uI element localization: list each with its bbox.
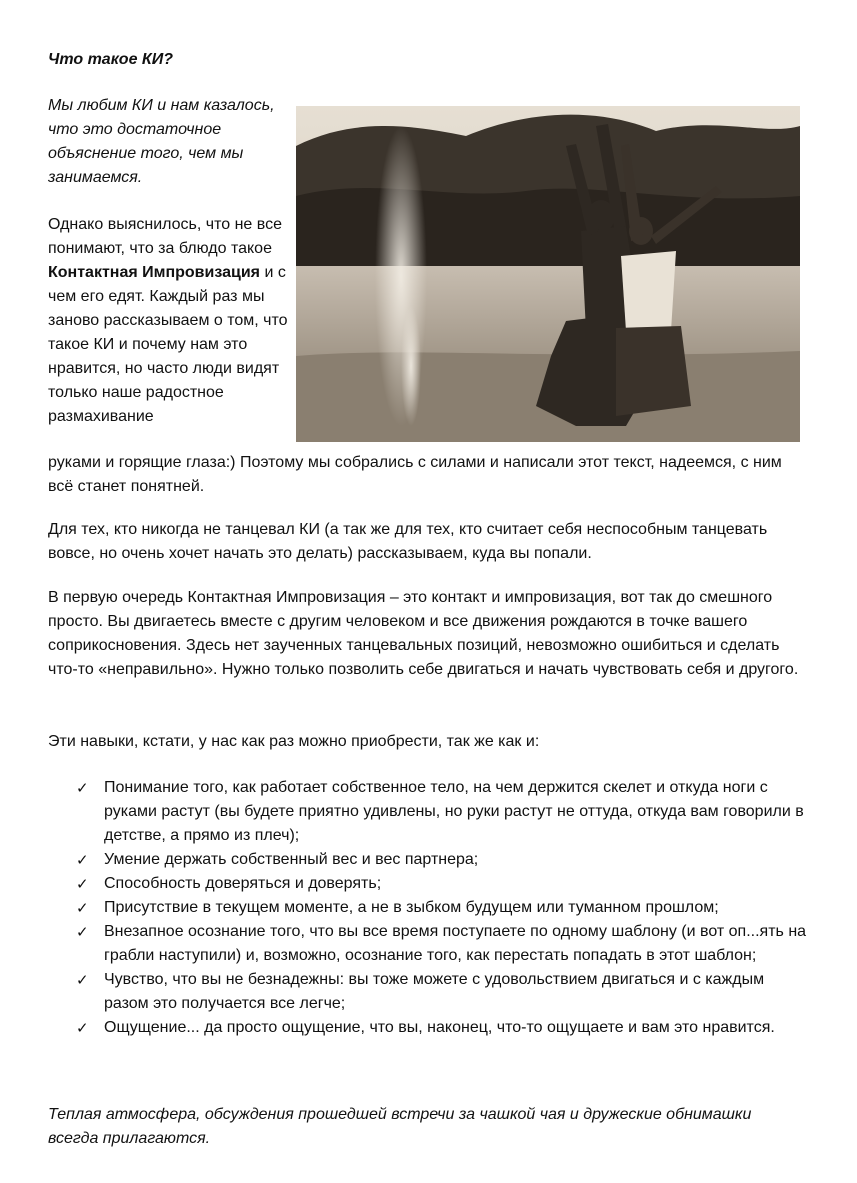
list-item: ✓ Присутствие в текущем моменте, а не в зыбком будущем или туманном прошлом; (48, 896, 808, 920)
checkmark-icon: ✓ (76, 899, 89, 917)
list-item: ✓ Внезапное осознание того, что вы все время поступаете по одному шаблону (и вот оп...ять на грабли наступили) и, возможно, осознание того, как перестать попадать в этот шаблон; (48, 920, 808, 968)
list-item: ✓ Чувство, что вы не безнадежны: вы тоже можете с удовольствием двигаться и с каждым разом это получается все легче; (48, 968, 808, 1016)
intro-paragraph (48, 213, 288, 429)
intro-paragraph-continued: руками и горящие глаза:) Поэтому мы собрались с силами и написали этот текст, надеемся, с ним всё станет понятней. (48, 454, 782, 495)
page-title: Что такое КИ? (48, 51, 174, 68)
checkmark-icon: ✓ (76, 971, 89, 989)
list-item: ✓ Способность доверяться и доверять; (48, 872, 808, 896)
paragraph-for-beginners: Для тех, кто никогда не танцевал КИ (а так же для тех, кто считает себя неспособным танцевать вовсе, но очень хочет начать это делать) рассказываем, куда вы попали. (48, 521, 768, 562)
skills-checklist (48, 776, 808, 1040)
list-item: ✓ Умение держать собственный вес и вес партнера; (48, 848, 808, 872)
paragraph-skills-intro: Эти навыки, кстати, у нас как раз можно приобрести, так же как и: (48, 733, 540, 750)
checkmark-icon: ✓ (76, 875, 89, 893)
dancers-photo (296, 106, 800, 442)
intro-italic-paragraph: Мы любим КИ и нам казалось, что это достаточное объяснение того, чем мы занимаемся. (48, 97, 275, 186)
checkmark-icon: ✓ (76, 779, 89, 797)
paragraph-what-is-ci: В первую очередь Контактная Импровизация – это контакт и импровизация, вот так до смешного просто. Вы двигаетесь вместе с другим человеком и все движения рождаются в точке вашего соприкосновения. Здесь нет заученных танцевальных позиций, невозможно ошибиться и сделать что-то «неправильно». Нужно только позволить себе двигаться и начать чувствовать себя и другого. (48, 589, 799, 678)
list-item: ✓ Понимание того, как работает собственное тело, на чем держится скелет и откуда ноги с руками растут (вы будете приятно удивлены, но руки растут не оттуда, откуда вам говорили в детстве, а прямо из плеч); (48, 776, 808, 848)
checkmark-icon: ✓ (76, 851, 89, 869)
closing-italic-paragraph: Теплая атмосфера, обсуждения прошедшей встречи за чашкой чая и дружеские обнимашки всегда прилагаются. (48, 1106, 752, 1147)
checkmark-icon: ✓ (76, 1019, 89, 1037)
intro-text-start: Однако выяснилось, что не все понимают, что за блюдо такое (48, 216, 282, 257)
list-item: ✓ Ощущение... да просто ощущение, что вы, наконец, что-то ощущаете и вам это нравится. (48, 1016, 808, 1040)
intro-text-middle: и с чем его едят. Каждый раз мы заново рассказываем о том, что такое КИ и почему нам это нравится, но часто люди видят только наше радостное размахивание (48, 264, 288, 425)
contact-improvisation-bold: Контактная Импровизация (48, 264, 260, 281)
checkmark-icon: ✓ (76, 923, 89, 941)
